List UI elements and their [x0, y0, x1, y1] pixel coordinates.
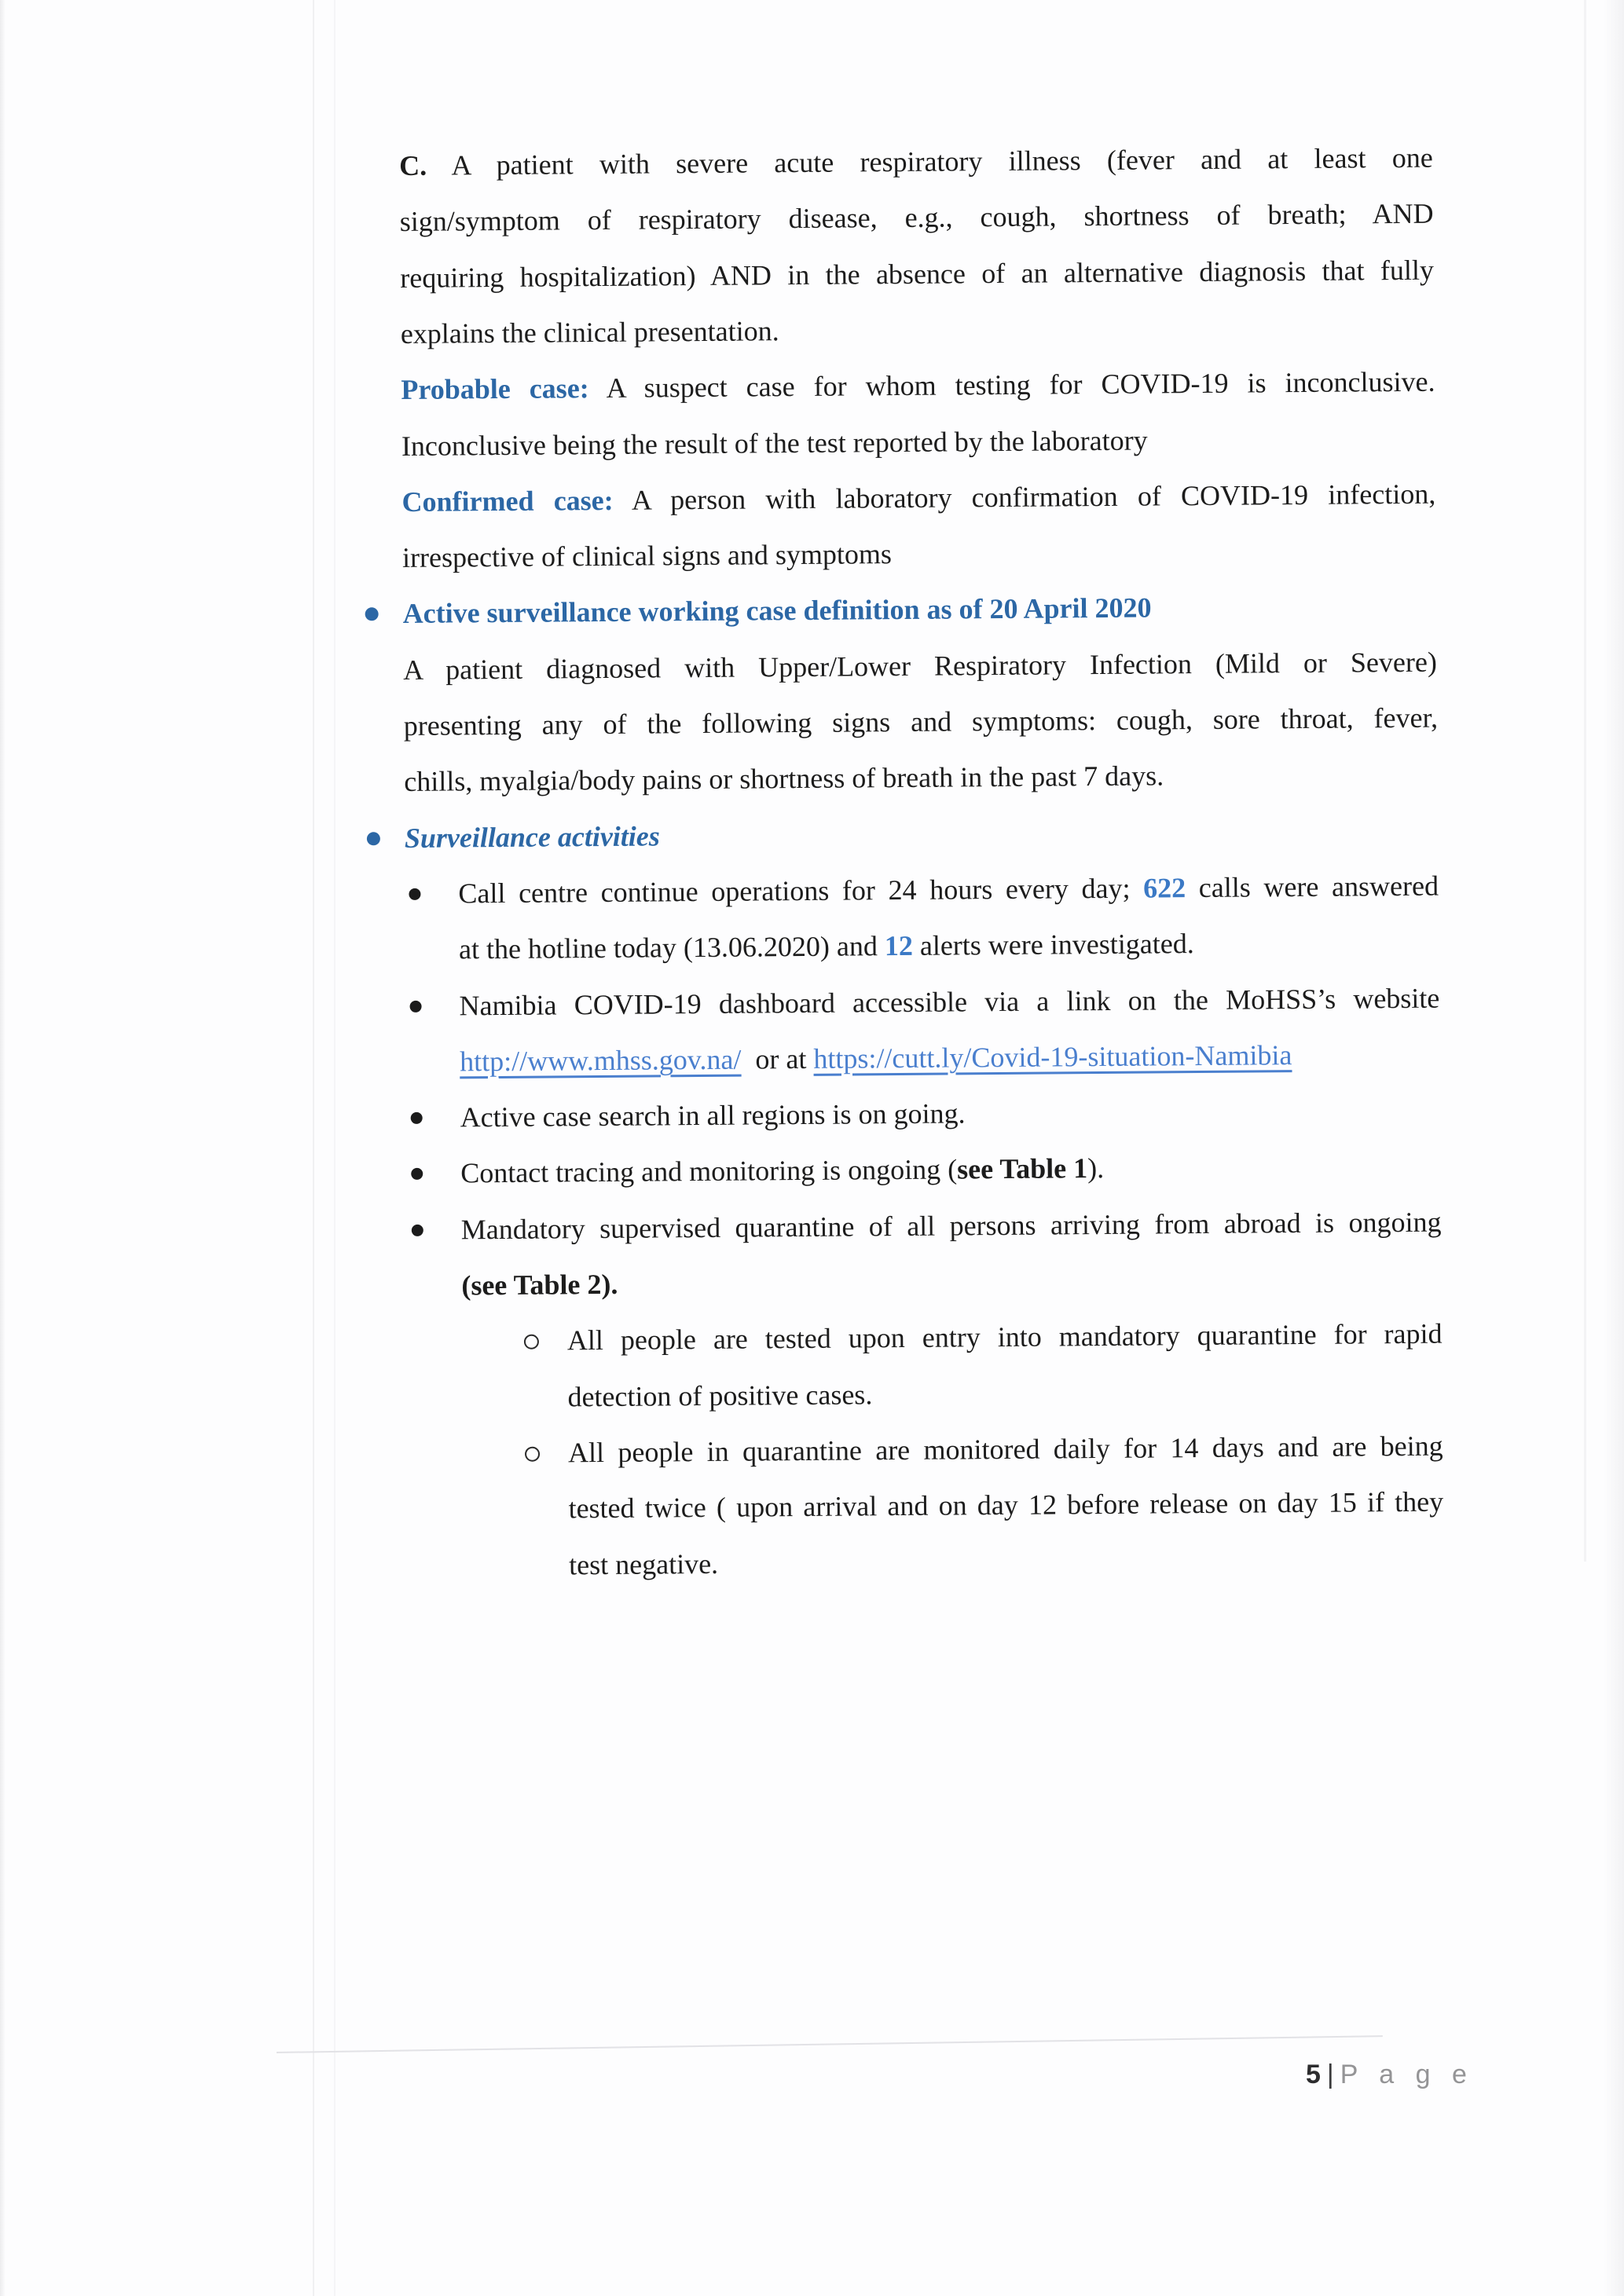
line-text [401, 478, 1435, 518]
line-text [401, 365, 1435, 406]
scan-fold-line [313, 0, 314, 2296]
page-footer [1306, 2060, 1474, 2090]
bullet-dashboard [459, 982, 1439, 1031]
line-text [399, 141, 1433, 182]
heading-surveillance-activities [405, 814, 1439, 862]
line-text [568, 1485, 1443, 1525]
text-segment: requiring hospitalization) AND in the absence of an alternative diagnosis that fully [400, 254, 1435, 294]
text-segment: A suspect case for whom testing for COVID-19 is inconclusive. [588, 365, 1435, 405]
link-mhss-website[interactable]: http://www.mhss.gov.na/ [459, 1043, 742, 1078]
text-segment: Probable case: [401, 372, 589, 405]
text-segment: All people are tested upon entry into mandatory quarantine for rapid [566, 1317, 1443, 1357]
text-segment: Contact tracing and monitoring is ongoing ( [460, 1153, 958, 1189]
paragraph-case-definition [404, 757, 1438, 806]
footer-separator: | [1326, 2060, 1334, 2089]
sub-bullet-tested-on-entry [567, 1374, 1443, 1422]
document-body [399, 141, 1444, 1595]
bullet-contact-tracing [460, 1149, 1441, 1198]
paragraph-suspect-case-c [400, 254, 1434, 302]
line-text [400, 254, 1434, 295]
text-segment: A patient with severe acute respiratory illness (fever and at least one [427, 141, 1433, 181]
sub-bullet-monitored-daily [568, 1430, 1443, 1478]
text-segment: irrespective of clinical signs and symptoms [401, 538, 893, 573]
footer-page-label: P a g e [1340, 2060, 1474, 2089]
bullet-dot-icon [411, 1168, 423, 1180]
bullet-active-case-search [460, 1093, 1441, 1142]
paragraph-confirmed-case [401, 478, 1435, 526]
bullet-quarantine [461, 1262, 1442, 1310]
text-segment: All people in quarantine are monitored daily for 14 days and are being [567, 1430, 1443, 1469]
bullet-call-centre [458, 870, 1439, 918]
line-text [404, 701, 1439, 742]
line-text [568, 1430, 1443, 1470]
circle-bullet-icon [524, 1335, 539, 1349]
bullet-dot-icon [365, 607, 379, 621]
footer-rule [277, 2035, 1383, 2053]
paragraph-suspect-case-c [401, 309, 1435, 358]
line-text [459, 982, 1439, 1023]
line-text [461, 1206, 1442, 1247]
bullet-dashboard [460, 1038, 1440, 1086]
text-segment: 622 [1143, 872, 1186, 904]
text-segment: calls were answered [1186, 870, 1439, 904]
circle-bullet-icon [525, 1447, 540, 1462]
text-segment: test negative. [569, 1547, 719, 1581]
line-text [460, 1152, 1104, 1189]
paragraph-confirmed-case [402, 533, 1436, 582]
text-segment: alerts were investigated. [912, 928, 1194, 961]
line-text [567, 1378, 872, 1413]
text-segment: Mandatory supervised quarantine of all persons arriving from abroad is ongoing [460, 1206, 1442, 1246]
sub-bullet-tested-on-entry [567, 1317, 1443, 1365]
text-segment: Inconclusive being the result of the test reported by the laboratory [401, 424, 1148, 462]
line-text [402, 591, 1151, 629]
paragraph-case-definition [403, 646, 1437, 694]
line-text [458, 870, 1439, 910]
line-text [460, 1038, 1292, 1078]
text-segment: Confirmed case: [401, 484, 614, 518]
text-segment: ). [1087, 1152, 1105, 1185]
sub-bullet-monitored-daily [569, 1542, 1444, 1590]
line-text [401, 314, 779, 350]
bullet-dot-icon [411, 1112, 423, 1124]
text-segment: Surveillance activities [404, 820, 660, 854]
text-segment: detection of positive cases. [567, 1379, 873, 1413]
text-segment: A patient diagnosed with Upper/Lower Respiratory Infection (Mild or Severe) [403, 646, 1438, 686]
text-segment: see Table 1 [956, 1152, 1088, 1185]
scan-edge-artifact [1604, 0, 1624, 2296]
bullet-quarantine [461, 1206, 1442, 1254]
scan-fold-line [334, 0, 335, 2296]
scan-edge-artifact [0, 0, 5, 2296]
text-segment: presenting any of the following signs and symptoms: cough, sore throat, fever, [403, 701, 1439, 742]
text-segment: or at [741, 1042, 814, 1075]
scan-fold-line [1584, 0, 1586, 1562]
text-segment: chills, myalgia/body pains or shortness of breath in the past 7 days. [404, 760, 1164, 797]
paragraph-probable-case [401, 365, 1435, 414]
bullet-dot-icon [409, 888, 420, 900]
text-segment: explains the clinical presentation. [400, 315, 779, 350]
text-segment: at the hotline today (13.06.2020) and [458, 930, 885, 965]
text-segment: sign/symptom of respiratory disease, e.g., cough, shortness of breath; AND [399, 197, 1434, 237]
text-segment: tested twice ( upon arrival and on day 12 before release on day 15 if they [568, 1485, 1444, 1525]
paragraph-case-definition [404, 701, 1438, 750]
line-text [400, 197, 1434, 238]
text-segment: Active surveillance working case definition as of 20 April 2020 [402, 591, 1152, 629]
page-number: 5 [1306, 2060, 1322, 2089]
line-text [402, 537, 892, 574]
line-text [460, 1097, 966, 1133]
link-covid-dashboard[interactable]: https://cutt.ly/Covid-19-situation-Namibia [813, 1039, 1292, 1075]
line-text [401, 424, 1148, 463]
text-segment: C. [399, 149, 427, 181]
text-segment: Namibia COVID-19 dashboard accessible via a link on the MoHSS’s website [459, 982, 1440, 1022]
sub-bullet-monitored-daily [568, 1485, 1443, 1533]
text-segment: (see Table 2). [461, 1268, 618, 1302]
bullet-dot-icon [412, 1225, 423, 1236]
bullet-dot-icon [410, 1001, 422, 1013]
paragraph-suspect-case-c [400, 197, 1434, 246]
bullet-call-centre [459, 925, 1439, 974]
bullet-dot-icon [367, 832, 380, 845]
text-segment: Call centre continue operations for 24 hours every day; [458, 872, 1144, 910]
line-text [403, 646, 1437, 687]
text-segment: 12 [884, 929, 914, 962]
text-segment: A person with laboratory confirmation of COVID-19 infection, [613, 478, 1436, 516]
paragraph-suspect-case-c [399, 141, 1433, 190]
line-text [405, 819, 660, 855]
line-text [459, 927, 1194, 965]
paragraph-probable-case [401, 422, 1435, 471]
line-text [404, 759, 1164, 798]
line-text [567, 1317, 1443, 1357]
text-segment: Active case search in all regions is on going. [460, 1097, 966, 1133]
heading-active-surveillance [402, 589, 1436, 638]
line-text [569, 1547, 718, 1581]
line-text [461, 1268, 618, 1302]
